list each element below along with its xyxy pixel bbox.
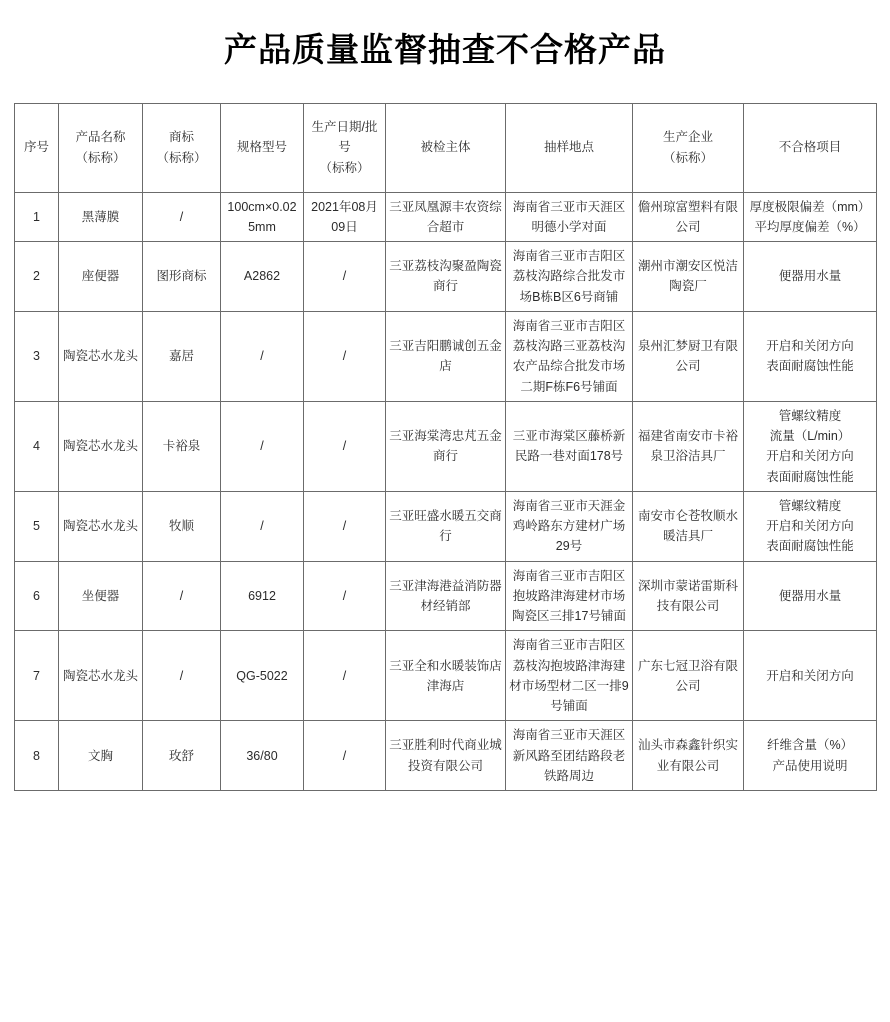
unqualified-item-line: 纤维含量（%） <box>766 738 854 753</box>
cell-unqualified-items <box>744 192 877 242</box>
table-row <box>15 631 877 721</box>
cell-unqualified-items <box>744 311 877 401</box>
cell-production-date: / <box>304 561 386 631</box>
cell-spec-model: / <box>221 491 304 561</box>
cell-inspected-entity: 三亚全和水暖装饰店津海店 <box>386 631 506 721</box>
column-header-line: （标称） <box>156 150 207 165</box>
column-header-line: 生产企业 <box>662 130 713 145</box>
cell-unqualified-items <box>744 491 877 561</box>
cell-production-date: / <box>304 401 386 491</box>
column-header-line: （标称） <box>319 160 370 175</box>
column-header-spec_model <box>221 103 304 192</box>
unqualified-item-line: 便器用水量 <box>778 269 842 284</box>
cell-index: 2 <box>15 242 59 312</box>
cell-index: 4 <box>15 401 59 491</box>
column-header-sampling_place <box>506 103 633 192</box>
table-header-row <box>15 103 877 192</box>
table-row <box>15 721 877 791</box>
column-header-unqualified_items <box>744 103 877 192</box>
cell-brand: 图形商标 <box>143 242 221 312</box>
table-row <box>15 311 877 401</box>
page-title: 产品质量监督抽查不合格产品 <box>224 31 666 69</box>
cell-inspected-entity: 三亚凤凰源丰农资综合超市 <box>386 192 506 242</box>
cell-sampling-place: 海南省三亚市吉阳区荔枝沟路三亚荔枝沟农产品综合批发市场二期F栋F6号铺面 <box>506 311 633 401</box>
cell-index: 6 <box>15 561 59 631</box>
table-row <box>15 491 877 561</box>
cell-producer: 潮州市潮安区悦洁陶瓷厂 <box>633 242 744 312</box>
cell-producer: 南安市仑苍牧顺水暖洁具厂 <box>633 491 744 561</box>
unqualified-item-line: 表面耐腐蚀性能 <box>766 539 854 554</box>
column-header-line: 号 <box>338 140 351 155</box>
column-header-line: 不合格项目 <box>778 140 842 155</box>
cell-spec-model: 36/80 <box>221 721 304 791</box>
cell-index: 7 <box>15 631 59 721</box>
table-row <box>15 561 877 631</box>
cell-spec-model: 6912 <box>221 561 304 631</box>
cell-unqualified-items <box>744 401 877 491</box>
cell-sampling-place: 海南省三亚市吉阳区荔枝沟路综合批发市场B栋B区6号商铺 <box>506 242 633 312</box>
cell-unqualified-items <box>744 561 877 631</box>
table-body <box>15 192 877 791</box>
cell-spec-model: / <box>221 401 304 491</box>
cell-brand: / <box>143 631 221 721</box>
cell-index: 8 <box>15 721 59 791</box>
cell-product-name: 陶瓷芯水龙头 <box>59 311 143 401</box>
table-row <box>15 242 877 312</box>
cell-inspected-entity: 三亚胜利时代商业城投资有限公司 <box>386 721 506 791</box>
cell-index: 3 <box>15 311 59 401</box>
cell-sampling-place: 三亚市海棠区藤桥新民路一巷对面178号 <box>506 401 633 491</box>
unqualified-item-line: 开启和关闭方向 <box>766 449 854 464</box>
cell-spec-model: / <box>221 311 304 401</box>
cell-producer: 泉州汇梦厨卫有限公司 <box>633 311 744 401</box>
cell-sampling-place: 海南省三亚市吉阳区荔枝沟抱坡路津海建材市场型材二区一排9号铺面 <box>506 631 633 721</box>
column-header-line: 序号 <box>23 140 49 155</box>
unqualified-item-line: 表面耐腐蚀性能 <box>766 359 854 374</box>
column-header-line: （标称） <box>662 150 713 165</box>
cell-sampling-place: 海南省三亚市天涯金鸡岭路东方建材广场29号 <box>506 491 633 561</box>
cell-inspected-entity: 三亚津海港益消防器材经销部 <box>386 561 506 631</box>
cell-brand: 卡裕泉 <box>143 401 221 491</box>
cell-inspected-entity: 三亚海棠湾忠芃五金商行 <box>386 401 506 491</box>
unqualified-item-line: 开启和关闭方向 <box>766 519 854 534</box>
cell-unqualified-items <box>744 242 877 312</box>
cell-sampling-place: 海南省三亚市天涯区明德小学对面 <box>506 192 633 242</box>
document-page <box>0 22 890 1022</box>
cell-brand: / <box>143 561 221 631</box>
unqualified-item-line: 平均厚度偏差（%） <box>754 219 866 234</box>
cell-producer: 广东七冠卫浴有限公司 <box>633 631 744 721</box>
unqualified-products-table <box>14 103 877 792</box>
cell-brand: 嘉居 <box>143 311 221 401</box>
unqualified-item-line: 开启和关闭方向 <box>766 668 854 683</box>
cell-product-name: 陶瓷芯水龙头 <box>59 491 143 561</box>
cell-spec-model: A2862 <box>221 242 304 312</box>
cell-producer: 福建省南安市卡裕泉卫浴洁具厂 <box>633 401 744 491</box>
column-header-brand <box>143 103 221 192</box>
cell-unqualified-items <box>744 631 877 721</box>
column-header-producer <box>633 103 744 192</box>
cell-product-name: 座便器 <box>59 242 143 312</box>
unqualified-item-line: 流量（L/min） <box>769 429 851 444</box>
column-header-line: 商标 <box>168 130 194 145</box>
cell-index: 1 <box>15 192 59 242</box>
table-head <box>15 103 877 192</box>
cell-index: 5 <box>15 491 59 561</box>
column-header-line: （标称） <box>75 150 126 165</box>
unqualified-item-line: 开启和关闭方向 <box>766 339 854 354</box>
column-header-line: 产品名称 <box>75 130 126 145</box>
unqualified-item-line: 管螺纹精度 <box>778 408 842 423</box>
table-container <box>0 103 890 792</box>
column-header-index <box>15 103 59 192</box>
cell-product-name: 文胸 <box>59 721 143 791</box>
cell-product-name: 陶瓷芯水龙头 <box>59 631 143 721</box>
cell-production-date: / <box>304 721 386 791</box>
column-header-production_date <box>304 103 386 192</box>
cell-production-date: 2021年08月09日 <box>304 192 386 242</box>
cell-unqualified-items <box>744 721 877 791</box>
cell-product-name: 陶瓷芯水龙头 <box>59 401 143 491</box>
cell-inspected-entity: 三亚旺盛水暖五交商行 <box>386 491 506 561</box>
cell-producer: 汕头市森鑫针织实业有限公司 <box>633 721 744 791</box>
unqualified-item-line: 管螺纹精度 <box>778 498 842 513</box>
cell-brand: 玫舒 <box>143 721 221 791</box>
column-header-inspected_entity <box>386 103 506 192</box>
table-row <box>15 401 877 491</box>
column-header-line: 抽样地点 <box>543 140 594 155</box>
cell-brand: / <box>143 192 221 242</box>
cell-brand: 牧顺 <box>143 491 221 561</box>
cell-sampling-place: 海南省三亚市吉阳区抱坡路津海建材市场陶瓷区三排17号铺面 <box>506 561 633 631</box>
cell-producer: 儋州琼富塑料有限公司 <box>633 192 744 242</box>
column-header-line: 规格型号 <box>236 140 287 155</box>
unqualified-item-line: 便器用水量 <box>778 588 842 603</box>
unqualified-item-line: 产品使用说明 <box>772 758 848 773</box>
cell-spec-model: QG-5022 <box>221 631 304 721</box>
cell-spec-model: 100cm×0.025mm <box>221 192 304 242</box>
cell-product-name: 坐便器 <box>59 561 143 631</box>
unqualified-item-line: 厚度极限偏差（mm） <box>749 199 871 214</box>
cell-inspected-entity: 三亚吉阳鹏诚创五金店 <box>386 311 506 401</box>
column-header-line: 生产日期/批 <box>311 120 378 135</box>
column-header-product_name <box>59 103 143 192</box>
cell-product-name: 黑薄膜 <box>59 192 143 242</box>
table-row <box>15 192 877 242</box>
cell-inspected-entity: 三亚荔枝沟聚盈陶瓷商行 <box>386 242 506 312</box>
cell-sampling-place: 海南省三亚市天涯区新风路至团结路段老铁路周边 <box>506 721 633 791</box>
cell-producer: 深圳市蒙诺雷斯科技有限公司 <box>633 561 744 631</box>
cell-production-date: / <box>304 491 386 561</box>
cell-production-date: / <box>304 311 386 401</box>
unqualified-item-line: 表面耐腐蚀性能 <box>766 469 854 484</box>
column-header-line: 被检主体 <box>420 140 471 155</box>
cell-production-date: / <box>304 242 386 312</box>
cell-production-date: / <box>304 631 386 721</box>
